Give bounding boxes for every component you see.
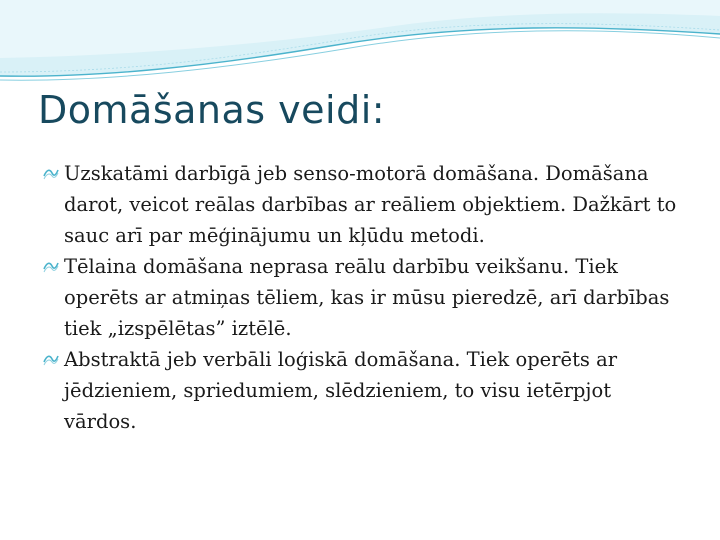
wave-bullet-icon <box>42 351 60 367</box>
bullet-list <box>42 158 682 437</box>
wave-bullet-icon <box>42 258 60 274</box>
slide-title: Domāšanas veidi: <box>38 88 386 132</box>
bullet-item <box>42 251 682 344</box>
bullet-item <box>42 158 682 251</box>
wave-bullet-icon <box>42 165 60 181</box>
wave-header-decoration <box>0 0 720 90</box>
bullet-text: Abstraktā jeb verbāli loģiskā domāšana. Tiek operēts ar jēdzieniem, spriedumiem, slēdzieniem, to visu ietērpjot vārdos. <box>64 348 618 433</box>
bullet-text: Uzskatāmi darbīgā jeb senso-motorā domāšana. Domāšana darot, veicot reālas darbības ar reāliem objektiem. Dažkārt to sauc arī par mēģinājumu un kļūdu metodi. <box>64 162 677 247</box>
bullet-text: Tēlaina domāšana neprasa reālu darbību veikšanu. Tiek operēts ar atmiņas tēliem, kas ir mūsu pieredzē, arī darbības tiek „izspēlētas” iztēlē. <box>64 255 670 340</box>
bullet-item <box>42 344 682 437</box>
